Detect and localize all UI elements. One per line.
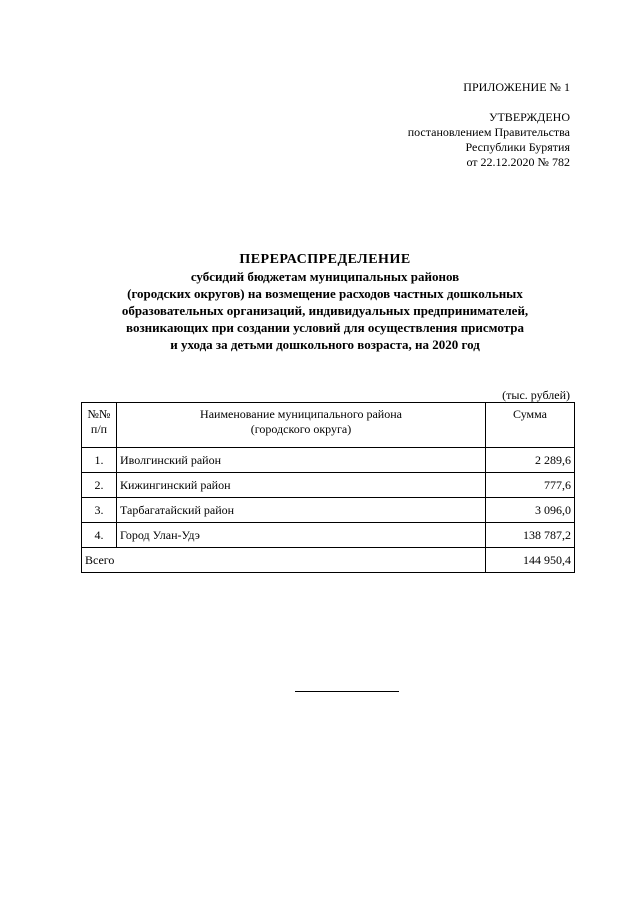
approval-block (408, 110, 570, 170)
subsidy-table (81, 402, 575, 573)
row-number: 2. (82, 473, 117, 498)
title-line-1: субсидий бюджетам муниципальных районов (190, 269, 460, 284)
table-row (82, 523, 575, 548)
title-line-4: возникающих при создании условий для осуществления присмотра (126, 320, 524, 335)
appendix-label: ПРИЛОЖЕНИЕ № 1 (463, 80, 570, 94)
row-sum: 777,6 (486, 473, 575, 498)
total-sum: 144 950,4 (486, 548, 575, 573)
row-name: Иволгинский район (117, 448, 486, 473)
header-name (117, 403, 486, 448)
table-row (82, 473, 575, 498)
approval-line-2: Республики Бурятия (465, 140, 570, 154)
row-sum: 2 289,6 (486, 448, 575, 473)
separator-line (295, 691, 399, 692)
title-line-3: образовательных организаций, индивидуальных предпринимателей, (121, 303, 529, 318)
title-main: ПЕРЕРАСПРЕДЕЛЕНИЕ (239, 252, 411, 267)
header-number (82, 403, 117, 448)
row-number: 1. (82, 448, 117, 473)
approval-line-1: постановлением Правительства (407, 125, 570, 139)
row-number: 3. (82, 498, 117, 523)
table-header-row (82, 403, 575, 448)
row-name: Город Улан-Удэ (117, 523, 486, 548)
row-sum: 3 096,0 (486, 498, 575, 523)
document-title (70, 251, 580, 353)
header-number-line-2: п/п (90, 422, 108, 436)
units-label: (тыс. рублей) (502, 388, 570, 402)
approval-heading: УТВЕРЖДЕНО (488, 110, 570, 124)
table-total-row (82, 548, 575, 573)
row-sum: 138 787,2 (486, 523, 575, 548)
header-name-line-2: (городского округа) (250, 422, 352, 436)
table-row (82, 498, 575, 523)
total-label: Всего (82, 548, 486, 573)
row-name: Тарбагатайский район (117, 498, 486, 523)
header-sum: Сумма (486, 403, 575, 448)
approval-line-3: от 22.12.2020 № 782 (466, 155, 570, 169)
table-row (82, 448, 575, 473)
title-line-2: (городских округов) на возмещение расходов частных дошкольных (127, 286, 523, 301)
header-number-line-1: №№ (87, 407, 111, 421)
row-number: 4. (82, 523, 117, 548)
title-line-5: и ухода за детьми дошкольного возраста, на 2020 год (170, 337, 480, 352)
header-name-line-1: Наименование муниципального района (200, 407, 402, 421)
row-name: Кижингинский район (117, 473, 486, 498)
